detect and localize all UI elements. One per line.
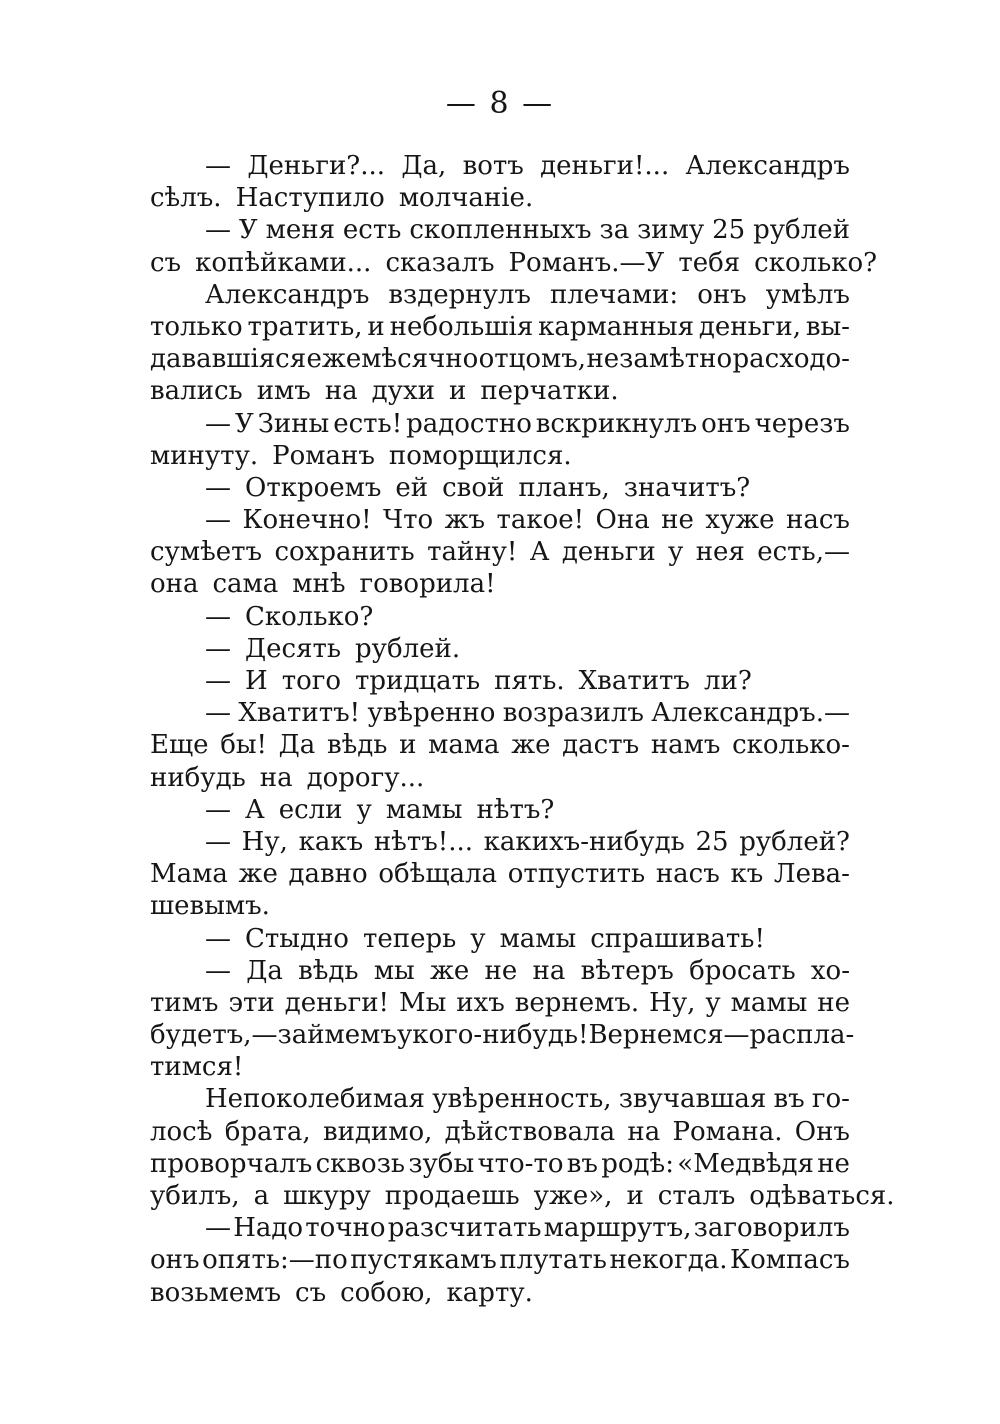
- text-line: дававшіяся ежемѣсячно отцомъ, незамѣтно расходо-: [150, 344, 850, 375]
- text-line: минуту. Романъ поморщился.: [150, 440, 572, 471]
- text-body: [150, 150, 895, 1309]
- text-line: шевымъ.: [150, 891, 270, 922]
- page-number: — 8 —: [445, 86, 555, 121]
- paragraph: [150, 633, 850, 665]
- text-line: возьмемъ съ собою, карту.: [150, 1277, 533, 1308]
- text-line: — Деньги?... Да, вотъ деньги!... Александръ: [205, 151, 850, 181]
- text-line: лосѣ брата, видимо, дѣйствовала на Романа. Онъ: [150, 1116, 850, 1147]
- paragraph: [150, 697, 850, 794]
- paragraph: [150, 150, 850, 214]
- text-line: — Надо точно разсчитать маршрутъ, заговорилъ: [205, 1213, 850, 1244]
- text-line: — Откроемъ ей свой планъ, значитъ?: [205, 472, 751, 503]
- paragraph: [150, 279, 850, 408]
- text-line: Александръ вздернулъ плечами: онъ умѣлъ: [205, 279, 850, 310]
- text-line: только тратить, и небольшія карманныя деньги, вы-: [150, 311, 850, 342]
- text-line: нибудь на дорогу...: [150, 762, 425, 793]
- text-line: онъ опять:—по пустякамъ плутать некогда. Компасъ: [150, 1245, 850, 1276]
- text-line: вались имъ на духи и перчатки.: [150, 376, 619, 407]
- text-line: — А если у мамы нѣтъ?: [205, 794, 555, 825]
- text-line: Еще бы! Да вѣдь и мама же дастъ намъ сколько-: [150, 730, 850, 761]
- paragraph: [150, 665, 850, 697]
- text-line: сѣлъ. Наступило молчаніе.: [150, 183, 534, 214]
- paragraph: [150, 826, 850, 923]
- paragraph: [150, 1083, 895, 1212]
- text-line: — Ну, какъ нѣтъ!... какихъ-нибудь 25 рублей?: [205, 826, 850, 857]
- text-line: тимся!: [150, 1052, 244, 1083]
- text-line: убилъ, а шкуру продаешь уже», и сталъ одѣваться.: [150, 1181, 895, 1211]
- text-line: съ копѣйками... сказалъ Романъ.—У тебя сколько?: [150, 247, 878, 278]
- paragraph: [150, 214, 878, 278]
- text-line: Непоколебимая увѣренность, звучавшая въ го-: [205, 1084, 850, 1115]
- text-line: она сама мнѣ говорила!: [150, 569, 496, 600]
- text-line: — И того тридцать пять. Хватитъ ли?: [205, 666, 752, 696]
- paragraph: [150, 408, 850, 472]
- text-line: — У Зины есть! радостно вскрикнулъ онъ черезъ: [205, 408, 850, 439]
- paragraph: [150, 1212, 850, 1309]
- paragraph: [150, 794, 850, 826]
- text-line: Мама же давно обѣщала отпустить насъ къ Лева-: [150, 859, 850, 890]
- text-line: — Стыдно теперь у мамы спрашивать!: [205, 923, 765, 954]
- text-line: — Десять рублей.: [205, 633, 461, 664]
- text-line: — Сколько?: [205, 601, 374, 632]
- text-line: сумѣетъ сохранить тайну! А деньги у нея есть,—: [150, 537, 850, 568]
- text-line: проворчалъ сквозь зубы что-то въ родѣ: «Медвѣдя не: [150, 1148, 850, 1179]
- paragraph: [150, 472, 850, 504]
- paragraph: [150, 923, 850, 955]
- paragraph: [150, 601, 850, 633]
- text-line: — Хватитъ! увѣренно возразилъ Александръ.—: [205, 698, 850, 729]
- text-line: тимъ эти деньги! Мы ихъ вернемъ. Ну, у мамы не: [150, 987, 850, 1018]
- text-line: — У меня есть скопленныхъ за зиму 25 рублей: [205, 215, 850, 246]
- paragraph: [150, 955, 855, 1084]
- text-line: будетъ,—займемъ у кого-нибудь! Вернемся—распла-: [150, 1020, 855, 1051]
- text-line: — Да вѣдь мы же не на вѣтеръ бросать хо-: [205, 955, 850, 986]
- text-line: — Конечно! Что жъ такое! Она не хуже насъ: [205, 505, 850, 536]
- paragraph: [150, 504, 850, 601]
